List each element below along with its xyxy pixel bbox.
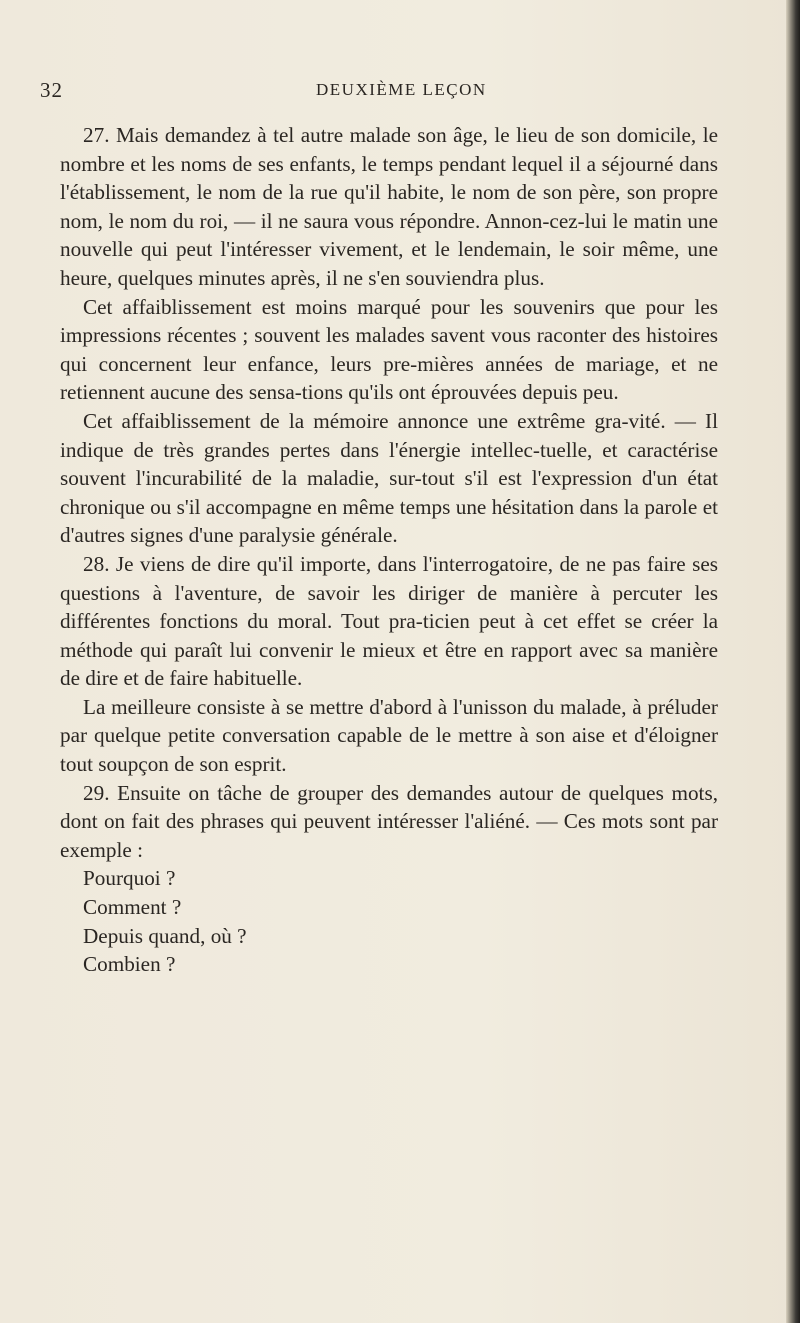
running-head: DEUXIÈME LEÇON	[316, 80, 487, 99]
paragraph-27: 27. Mais demandez à tel autre malade son âge, le lieu de son domicile, le nombre et les noms de ses enfants, le temps pendant lequel il a séjourné dans l'établissement, le nom de la rue qu'il habite, le nom de son père, son propre nom, le nom du roi, — il ne saura vous répondre. Annon-cez-lui le matin une nouvelle qui peut l'intéresser vivement, et le lendemain, le soir même, une heure, quelques minutes après, il ne s'en souviendra plus.	[60, 123, 718, 290]
paragraph-memory-gravity: Cet affaiblissement de la mémoire annonce une extrême gra-vité. — Il indique de très grandes pertes dans l'énergie intellec-tuelle, et caractérise souvent l'incurabilité de la maladie, sur-tout s'il est l'expression d'un état chronique ou s'il accompagne en même temps une hésitation dans la parole et d'autres signes d'une paralysie générale.	[60, 408, 718, 548]
paragraph-29: 29. Ensuite on tâche de grouper des demandes autour de quelques mots, dont on fait des phrases qui peuvent intéresser l'aliéné. — Ces mots sont par exemple :	[60, 780, 718, 862]
list-item: Depuis quand, où ?	[83, 923, 247, 948]
paragraph-method: La meilleure consiste à se mettre d'abord à l'unisson du malade, à préluder par quelque petite conversation capable de le mettre à son aise et d'éloigner tout soupçon de son esprit.	[60, 694, 718, 777]
paragraph-28: 28. Je viens de dire qu'il importe, dans l'interrogatoire, de ne pas faire ses questions à l'aventure, de savoir les diriger de manière à percuter les différentes fonctions du moral. Tout pra-ticien peut à cet effet se créer la méthode qui paraît lui convenir le mieux et être en rapport avec sa manière de dire et de faire habituelle.	[60, 551, 718, 691]
list-item: Comment ?	[83, 895, 182, 920]
page-number: 32	[40, 78, 63, 102]
page-edge-shadow	[786, 0, 800, 1323]
list-item: Combien ?	[83, 952, 176, 977]
body-text	[60, 121, 718, 979]
list-item: Pourquoi ?	[83, 866, 176, 891]
question-list	[60, 864, 718, 978]
paragraph-memory-recent: Cet affaiblissement est moins marqué pour les souvenirs que pour les impressions récentes ; souvent les malades savent vous raconter des histoires qui concernent leur enfance, leurs pre-mières années de mariage, et ne retiennent aucune des sensa-tions qu'ils ont éprouvées depuis peu.	[60, 294, 718, 405]
